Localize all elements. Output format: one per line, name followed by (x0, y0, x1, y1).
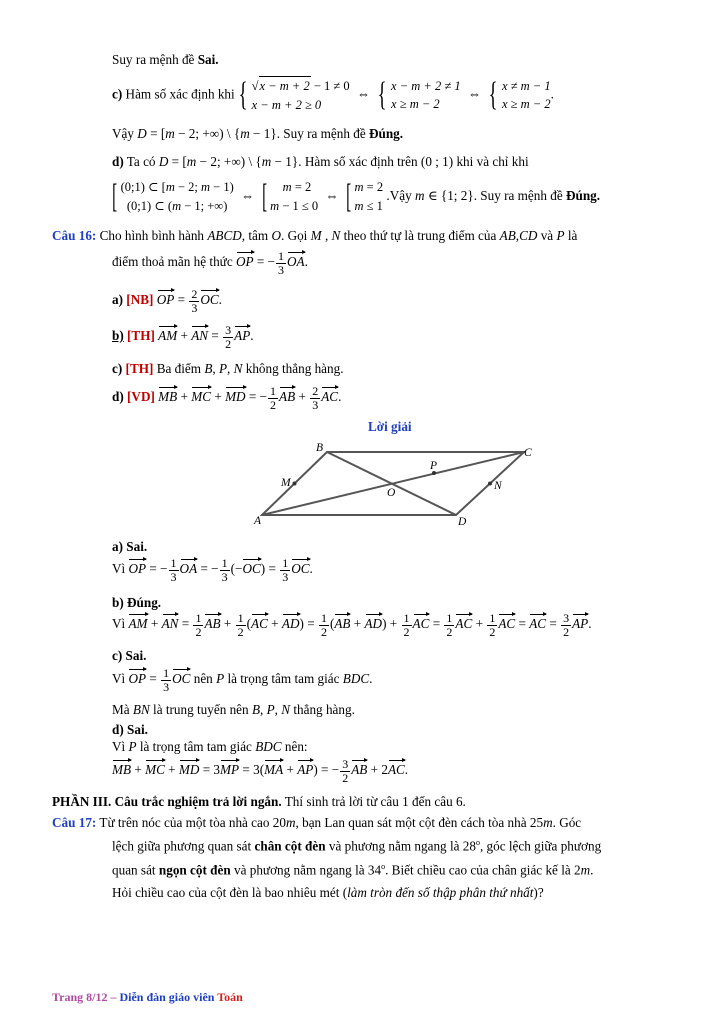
text: .Vậy (386, 187, 412, 203)
label-d: D (458, 516, 467, 528)
text: theo thứ tự là trung điểm của (343, 228, 497, 243)
text: . Biết chiều cao của chân giác kế là (385, 862, 571, 878)
separator: – (110, 990, 117, 1004)
parallelogram-figure (250, 438, 540, 530)
page-number: Trang 8/12 (52, 990, 108, 1004)
option-b: b) [TH] AM + AN = $\frac{3}{2}$ AP. (112, 323, 254, 351)
value-angle-1: 28 (462, 838, 476, 854)
system-5: m = 2 m − 1 ≤ 0 (270, 180, 319, 213)
system-2: x − m + 2 ≠ 1 x ≥ m − 2 (391, 78, 461, 112)
text: Thí sinh trả lời từ câu 1 đến câu 6. (284, 794, 466, 809)
solution-title: Lời giải (368, 419, 412, 434)
option-label: c) (112, 361, 123, 376)
text: Vì (112, 739, 126, 754)
solution-b-body: Vì AM + AN = $\frac{1}{2}$ AB + $\frac{1}{2}$ (AC + AD) = $\frac{1}{2}$ (AB + AD) + $\frac{1}{2}$ AC = $\frac{1}{2}$ AC + $\frac{1}{2}$ AC = AC = $\frac{3}{2}$ AP. (112, 611, 592, 639)
text: , tâm (241, 228, 269, 243)
text: nên (193, 671, 213, 687)
text: Hàm số xác định khi (125, 86, 235, 102)
text: lệch giữa phương quan sát (112, 838, 252, 854)
text: là trọng tâm tam giác (139, 739, 252, 754)
line-d-system: [ (0;1) ⊂ [m − 2; m − 1) (0;1) ⊂ (m − 1; +∞) ⇔ [ m = 2 m − 1 ≤ 0 ⇔ [ m = 2 m ≤ 1 .Vậy m ∈ {1; 2}. Suy ra mệnh đề Đúng. (112, 177, 601, 215)
label-n: N (494, 480, 502, 492)
level-tag: [VD] (127, 389, 155, 405)
option-a: a) [NB] OP = $\frac{2}{3}$ OC. (112, 287, 222, 315)
text: và phương nằm ngang là (328, 838, 460, 854)
line-domain-condition: c) Hàm số xác định khi { √x − m + 2 − 1 ≠ 0 x − m + 2 ≥ 0 ⇔ { x − m + 2 ≠ 1 x ≥ m − 2 ⇔ { x ≠ m − 1 x ≥ m − 2 . (112, 76, 554, 114)
solution-b-head: b) Đúng. (112, 595, 162, 610)
text: )? (533, 885, 544, 900)
solution-d-equation: MB + MC + MD = 3MP = 3(MA + AP) = − $\frac{3}{2}$ AB + 2AC. (112, 757, 409, 785)
label-a: A (254, 515, 262, 527)
solution-c-head: c) Sai. (112, 648, 147, 663)
text: , góc lệch giữa phương (479, 838, 602, 854)
text: . Suy ra mệnh đề (473, 187, 563, 203)
item-d-label: d) (112, 154, 124, 169)
question-label: Câu 16: (52, 228, 97, 243)
text: khi và chỉ khi (456, 154, 529, 169)
text: là trung tuyến nên (153, 702, 249, 717)
text: Mà (112, 702, 130, 717)
part-title: PHẦN III. Câu trắc nghiệm trả lời ngắn. (52, 794, 282, 809)
bracket: [ (346, 177, 352, 215)
question-17-line3: quan sát ngọn cột đèn và phương nằm ngang là 34$^o$. Biết chiều cao của chân giác kế là 2m. (112, 862, 594, 878)
label-o: O (387, 487, 396, 499)
option-label: b) (112, 328, 124, 344)
label-c: C (524, 447, 532, 459)
text: Từ trên nóc của một tòa nhà cao (99, 815, 270, 830)
text: Vì (112, 671, 126, 687)
level-tag: [TH] (127, 328, 155, 344)
text: Hỏi chiều cao của cột đèn là bao nhiêu mét ( (112, 885, 348, 900)
text: thẳng hàng. (293, 702, 355, 717)
line-d-statement: d) Ta có D = [m − 2; +∞) \ {m − 1}. Hàm số xác định trên (0 ; 1) khi và chỉ khi (112, 154, 529, 169)
value-instrument-height: 2 (574, 862, 581, 878)
brace: { (489, 76, 499, 114)
text: . Gọi (280, 228, 308, 243)
label-b: B (316, 442, 324, 454)
value-height: 20 (272, 815, 286, 830)
point-m (293, 482, 297, 486)
verdict: Đúng. (368, 126, 404, 141)
solution-c-body: Vì OP = $\frac{1}{3}$ OC nên P là trọng tâm tam giác BDC. (112, 666, 373, 694)
text: và (540, 228, 554, 243)
level-tag: [TH] (125, 361, 154, 376)
text: . Hàm số xác định trên (298, 154, 418, 169)
solution-d-body: Vì P là trọng tâm tam giác BDC nên: (112, 739, 308, 754)
footer (52, 990, 243, 1004)
option-d: d) [VD] MB + MC + MD = − $\frac{1}{2}$ AB + $\frac{2}{3}$ AC. (112, 384, 342, 412)
option-c: c) [TH] Ba điểm B, P, N không thẳng hàng. (112, 361, 344, 376)
solution-d-head: d) Sai. (112, 722, 148, 737)
option-label: a) (112, 292, 123, 308)
text: Vậy (112, 126, 134, 141)
bracket: [ (112, 177, 118, 215)
item-c-label: c) (112, 86, 123, 102)
question-17-line1 (52, 815, 581, 831)
solution-a-head: a) Sai. (112, 539, 148, 554)
subject: Toán (217, 990, 243, 1004)
unit: m (285, 815, 296, 830)
question-16-line2: điểm thoả mãn hệ thức OP = − $\frac{1}{3}$ OA. (112, 249, 308, 277)
text: , bạn Lan quan sát một cột đèn cách tòa nhà (295, 815, 527, 830)
text: điểm thoả mãn hệ thức (112, 254, 233, 270)
instruction: làm tròn đến số thập phân thứ nhất (347, 885, 534, 900)
text: . Góc (552, 815, 582, 830)
verdict: Sai. (197, 52, 219, 67)
text: là (567, 228, 578, 243)
question-17-line4 (112, 885, 544, 901)
system-1: √x − m + 2 − 1 ≠ 0 x − m + 2 ≥ 0 (252, 76, 350, 115)
line-domain-result: Vậy D = [m − 2; +∞) \ {m − 1}. Suy ra mệnh đề Đúng. (112, 126, 404, 141)
option-label: d) (112, 389, 124, 405)
emphasis: ngọn cột đèn (158, 862, 231, 878)
text: nên: (284, 739, 308, 754)
unit: m (580, 862, 591, 878)
bracket: [ (261, 177, 267, 215)
emphasis: chân cột đèn (254, 838, 326, 854)
brace: { (378, 76, 388, 114)
text: Vì (112, 561, 126, 577)
point-n (488, 482, 492, 486)
system-3: x ≠ m − 1 x ≥ m − 2 (502, 78, 551, 112)
line-conclusion-b (112, 52, 219, 68)
text: và phương nằm ngang là (234, 862, 365, 878)
text: không thẳng hàng. (245, 361, 344, 376)
value-angle-2: 34 (367, 862, 382, 878)
label-p: P (430, 460, 438, 472)
question-label: Câu 17: (52, 815, 97, 830)
forum-name: Diễn đàn giáo viên (119, 990, 215, 1004)
text: Suy ra mệnh đề (112, 52, 195, 67)
label-m: M (281, 477, 291, 489)
solution-a-body: Vì OP = − $\frac{1}{3}$ OA = − $\frac{1}{3}$ (−OC) = $\frac{1}{3}$ OC. (112, 556, 313, 584)
question-16-line1: Câu 16: Cho hình bình hành ABCD, tâm O. Gọi M , N theo thứ tự là trung điểm của AB,CD và P là (52, 228, 578, 243)
text: Ba điểm (156, 361, 202, 376)
text: quan sát (112, 862, 156, 878)
unit: m (543, 815, 553, 830)
text: Vì (112, 616, 126, 632)
text: . Suy ra mệnh đề (276, 126, 366, 141)
part-3-heading (52, 794, 466, 810)
text: là trọng tâm tam giác (227, 671, 340, 687)
level-tag: [NB] (126, 292, 154, 308)
brace: { (238, 76, 248, 114)
value-distance: 25 (529, 815, 544, 830)
verdict: Đúng. (565, 187, 601, 203)
solution-c-body2: Mà BN là trung tuyến nên B, P, N thẳng hàng. (112, 702, 355, 717)
system-6: m = 2 m ≤ 1 (354, 180, 384, 213)
text: Ta có (126, 154, 156, 169)
question-17-line2: lệch giữa phương quan sát chân cột đèn và phương nằm ngang là 28$^o$, góc lệch giữa phương (112, 838, 602, 854)
system-4: (0;1) ⊂ [m − 2; m − 1) (0;1) ⊂ (m − 1; +∞) (120, 180, 234, 213)
text: Cho hình bình hành (99, 228, 205, 243)
